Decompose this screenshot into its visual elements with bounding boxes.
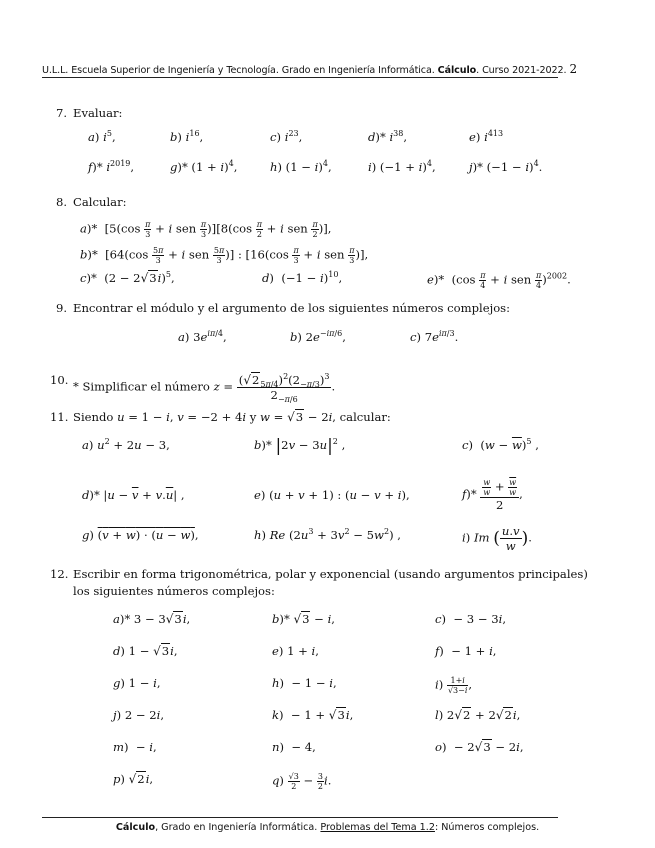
footer-rule [42,817,558,818]
item-12p: p) √2i, [113,772,154,786]
footer-course: Cálculo [115,822,156,833]
footer-degree: , Grado en Ingeniería Informática. [155,822,318,833]
item-7b: b) $i^{16}$, [170,129,204,144]
item-8c: c)* $(2 - 2√3i)^5$, [80,270,175,285]
problem-10-number: 10. [50,373,69,387]
item-7g: g)* $(1 + i)^4$, [170,159,238,174]
item-11e: e) (u + v + 1) : (u − v + i), [254,488,410,502]
item-8a: a)* [5(cos $\frac{\pi}{3}$ + i sen $\frac{\pi}{3}$ )][8(cos $\frac{\pi}{2}$ + i sen $\frac{\pi}{2}$ )], [80,220,332,239]
item-11h: h) Re $(2u^3 + 3v^2 - 5w^2)$ , [254,527,401,542]
problem-11-statement: Siendo u = 1 − i, v = −2 + 4i y w = √3 − 2i, calcular: [73,410,391,424]
item-12d: d) 1 − √3i, [113,644,178,658]
item-11c: c) $(w - \overline{w})^5$ , [462,437,539,452]
item-8b: b)* [64(cos $\frac{5\pi}{3}$ + i sen $\frac{5\pi}{3}$ )] : [16(cos $\frac{\pi}{3}$ + i sen $\frac{\pi}{3}$ )], [80,246,369,265]
item-12b: b)* √3 − i, [272,612,335,626]
item-9a: a) $3e^{i\pi/4}$, [178,329,227,344]
item-12q: q) $\frac{√3}{2}$ − $\frac{3}{2}$ i. [272,772,332,791]
item-7e: e) $i^{413}$ [469,129,504,144]
problem-12-line2: los siguientes números complejos: [73,584,275,598]
item-11d: d)* $|u - \overline{v} + v.\overline{u}|$ , [82,488,185,502]
item-7f: f)* $i^{2019}$, [88,159,135,174]
item-7a: a) $i^5$, [88,129,116,144]
item-8d: d) $(-1 - i)^{10}$, [262,270,343,285]
header-course: Cálculo [437,65,477,76]
item-12j: j) 2 − 2i, [113,708,165,722]
item-9c: c) $7e^{i\pi/3}$. [410,329,459,344]
problem-8-statement: Calcular: [73,195,127,209]
item-11a: a) $u^2 + 2u - 3$, [82,437,170,452]
problem-10-prefix: * Simplificar el número [73,379,210,394]
problem-9-number: 9. [56,301,68,315]
item-7j: j)* $(-1 - i)^4$. [469,159,543,174]
problem-11-number: 11. [50,410,69,424]
item-11f: f)* $\frac{w}{w}$ + $\frac{\overline{w}}{w}$ 2 , [462,478,523,512]
problem-9-statement: Encontrar el módulo y el argumento de los siguientes números complejos: [73,301,511,315]
page-footer [0,822,655,833]
header-rule [42,77,558,78]
item-12a: a)* 3 − 3√3i, [113,612,191,626]
item-7c: c) $i^{23}$, [270,129,303,144]
item-7d: d)* $i^{38}$, [368,129,408,144]
item-12i: i) $\frac{1+i}{√3-i}$ , [435,676,473,695]
item-12e: e) 1 + i, [272,644,319,658]
header-year: . Curso 2021-2022. [476,65,567,76]
problem-11-suffix: calcular: [339,410,391,424]
item-11g: g) (v + w) · (u − w), [82,528,199,542]
problem-10-statement: * Simplificar el número z = $\frac{(√2_{5\pi/4})^2(2_{-\pi/3})^3}{2_{-\pi/6}}$ . [73,372,336,404]
problem-7-statement: Evaluar: [73,106,123,120]
item-12g: g) 1 − i, [113,676,161,690]
item-8e: e)* (cos $\frac{\pi}{4}$ + i sen $\frac{\pi}{4}$ )$^{2002}$. [427,271,571,290]
item-7h: h) $(1 - i)^4$, [270,159,332,174]
item-9b: b) $2e^{-i\pi/6}$, [290,329,346,344]
footer-topic: : Números complejos. [434,822,540,833]
problem-7-number: 7. [56,106,68,120]
footer-link[interactable]: Problemas del Tema 1.2 [320,822,435,833]
problem-8-number: 8. [56,195,68,209]
item-11i: i) Im ( $\frac{u.v}{w}$ ). [462,524,532,553]
item-12f: f) − 1 + i, [435,644,497,658]
problem-11-prefix: Siendo [73,410,114,424]
item-12k: k) − 1 + √3i, [272,708,354,722]
page-header [42,62,578,76]
item-12m: m) − i, [113,740,157,754]
item-11b: b)* $|2v - 3u|^2$ , [254,436,346,456]
item-12l: l) 2√2 + 2√2i, [435,708,521,722]
item-12c: c) − 3 − 3i, [435,612,507,626]
problem-12-number: 12. [50,567,69,581]
item-12n: n) − 4, [272,740,316,754]
header-text: U.L.L. Escuela Superior de Ingeniería y Tecnología. Grado en Ingeniería Informática. [42,65,435,76]
item-12o: o) − 2√3 − 2i, [435,740,524,754]
page-number: 2 [569,62,578,76]
problem-12-line1: Escribir en forma trigonométrica, polar y exponencial (usando argumentos principales) [73,567,588,581]
item-12h: h) − 1 − i, [272,676,337,690]
item-7i: i) $(-1 + i)^4$, [368,159,436,174]
